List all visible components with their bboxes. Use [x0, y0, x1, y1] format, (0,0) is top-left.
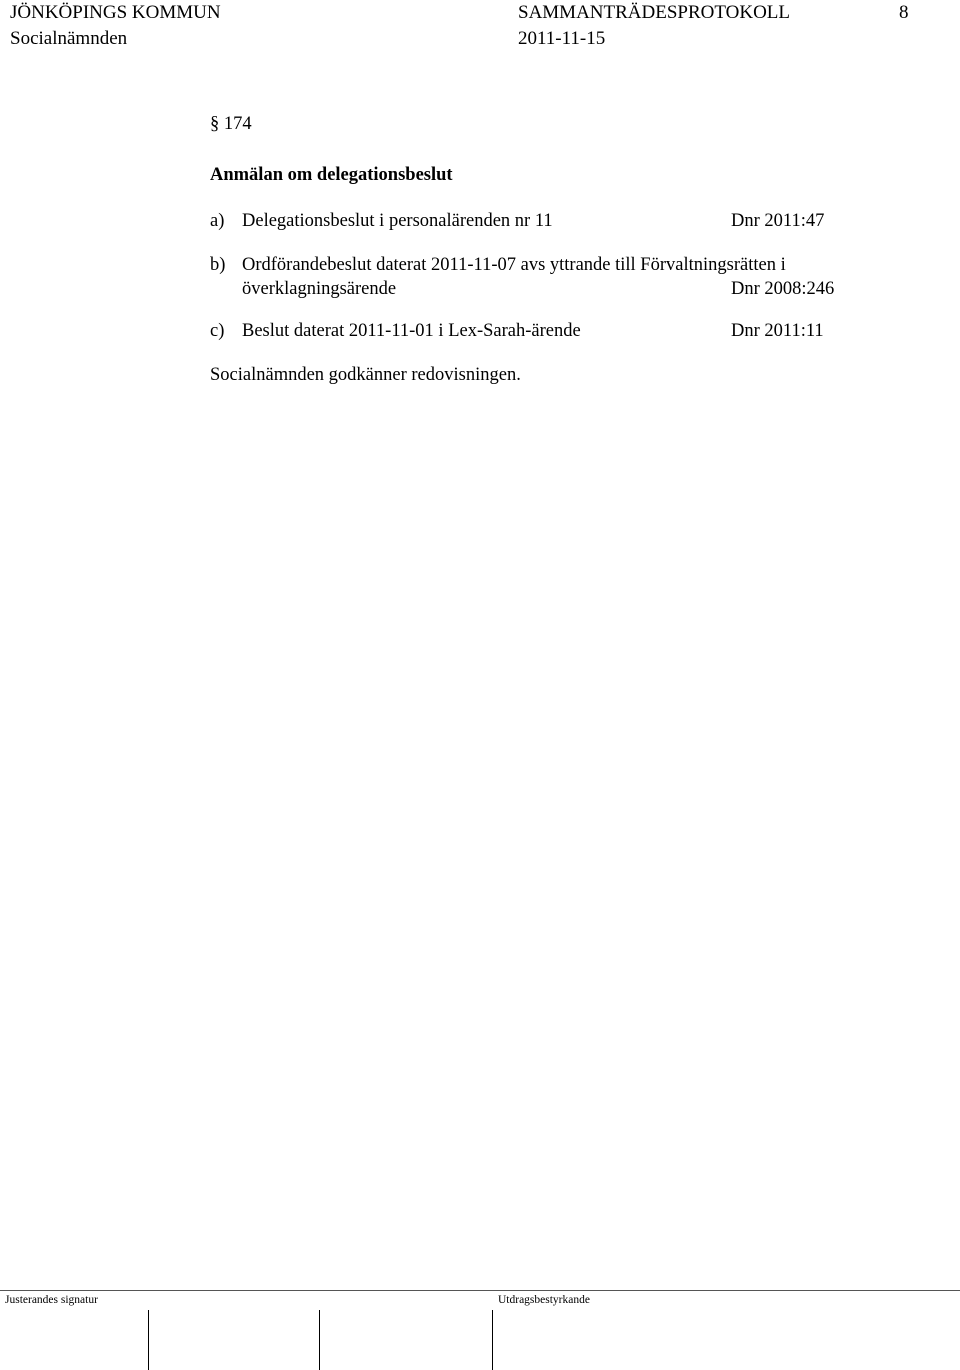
signature-box-divider: [319, 1310, 320, 1370]
decision-text: Socialnämnden godkänner redovisningen.: [210, 365, 521, 385]
signature-box-divider: [492, 1310, 493, 1370]
item-a-letter: a): [210, 211, 225, 231]
item-b-text-continued: överklagningsärende: [242, 279, 397, 299]
page-number: 8: [899, 2, 909, 23]
item-b-letter: b): [210, 255, 226, 275]
section-symbol: §: [210, 114, 220, 134]
item-c-letter: c): [210, 321, 225, 341]
item-c-dnr: Dnr 2011:11: [731, 321, 824, 341]
item-c-text: Beslut daterat 2011-11-01 i Lex-Sarah-ärende: [242, 321, 581, 341]
organization-name: JÖNKÖPINGS KOMMUN: [10, 2, 221, 23]
footer-divider: [0, 1290, 960, 1291]
item-a-text: Delegationsbeslut i personalärenden nr 11: [242, 211, 553, 231]
signature-box-divider: [148, 1310, 149, 1370]
item-b-text: Ordförandebeslut daterat 2011-11-07 avs yttrande till Förvaltningsrätten i: [242, 255, 786, 275]
section-title: Anmälan om delegationsbeslut: [210, 165, 453, 185]
item-b-dnr: Dnr 2008:246: [731, 279, 835, 299]
meeting-date: 2011-11-15: [518, 28, 606, 49]
department-name: Socialnämnden: [10, 28, 128, 49]
utdragsbestyrkande-label: Utdragsbestyrkande: [498, 1294, 590, 1306]
section-number: 174: [223, 114, 252, 134]
justerandes-signatur-label: Justerandes signatur: [5, 1294, 98, 1306]
document-type: SAMMANTRÄDESPROTOKOLL: [518, 2, 791, 23]
item-a-dnr: Dnr 2011:47: [731, 211, 825, 231]
section-heading: [210, 113, 252, 135]
